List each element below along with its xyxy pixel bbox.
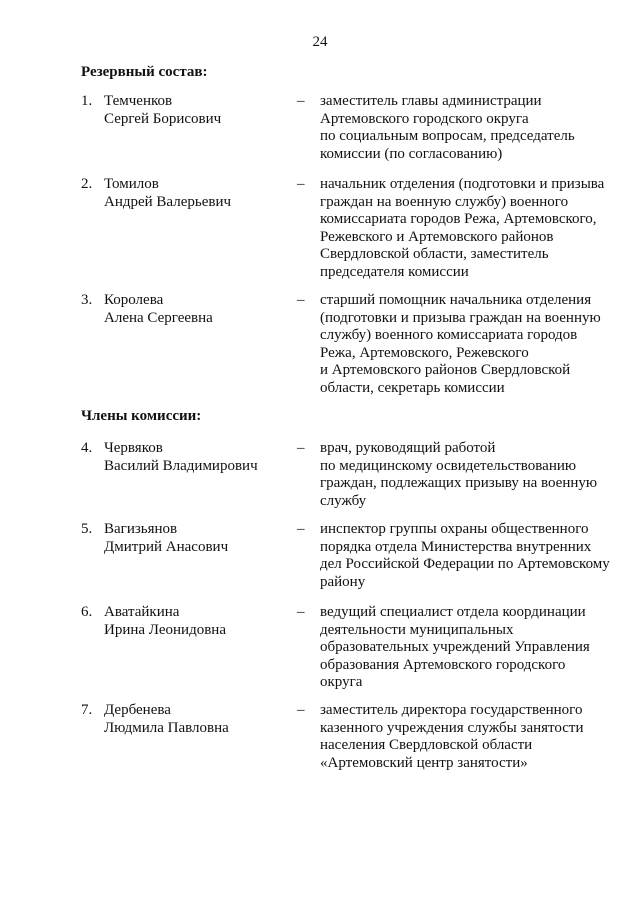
role-line: по медицинскому освидетельствованию bbox=[320, 457, 577, 474]
role-line: «Артемовский центр занятости» bbox=[320, 754, 528, 771]
role-line: граждан, подлежащих призыву на военную bbox=[320, 475, 598, 491]
entry-number: 5. bbox=[81, 521, 93, 537]
role-line: (подготовки и призыва граждан на военную bbox=[320, 309, 601, 326]
person-name bbox=[104, 176, 294, 211]
person-role bbox=[320, 176, 620, 281]
role-line: инспектор группы охраны общественного bbox=[320, 521, 589, 537]
person-name bbox=[104, 292, 294, 327]
dash-separator: – bbox=[297, 440, 305, 456]
role-line: Режа, Артемовского, Режевского bbox=[320, 344, 529, 361]
entry-number: 6. bbox=[81, 604, 93, 620]
person-role bbox=[320, 440, 620, 510]
person-surname: Королева bbox=[104, 292, 164, 308]
role-line: населения Свердловской области bbox=[320, 737, 533, 753]
person-surname: Дербенева bbox=[104, 702, 171, 718]
person-role bbox=[320, 702, 620, 772]
person-given-name: Ирина Леонидовна bbox=[104, 621, 226, 638]
role-line: округа bbox=[320, 674, 363, 690]
role-line: комиссии (по согласованию) bbox=[320, 145, 503, 162]
role-line: ведущий специалист отдела координации bbox=[320, 604, 586, 620]
role-line: и Артемовского районов Свердловской bbox=[320, 362, 571, 378]
person-surname: Вагизьянов bbox=[104, 521, 178, 537]
dash-separator: – bbox=[297, 702, 305, 718]
person-role bbox=[320, 93, 620, 163]
role-line: службу) военного комиссариата городов bbox=[320, 327, 578, 343]
person-role bbox=[320, 521, 620, 591]
role-line: заместитель директора государственного bbox=[320, 702, 583, 718]
entry-number: 4. bbox=[81, 440, 93, 456]
role-line: области, секретарь комиссии bbox=[320, 379, 505, 396]
role-line: образовательных учреждений Управления bbox=[320, 639, 590, 655]
person-name bbox=[104, 93, 294, 128]
person-given-name: Людмила Павловна bbox=[104, 719, 229, 736]
members-heading: Члены комиссии: bbox=[81, 408, 202, 424]
person-surname: Червяков bbox=[104, 440, 163, 456]
person-given-name: Дмитрий Анасович bbox=[104, 538, 229, 555]
person-name bbox=[104, 440, 294, 475]
entry-number: 1. bbox=[81, 93, 93, 109]
role-line: Артемовского городского округа bbox=[320, 110, 529, 127]
role-line: Свердловской области, заместитель bbox=[320, 246, 549, 262]
role-line: председателя комиссии bbox=[320, 263, 469, 280]
person-surname: Аватайкина bbox=[104, 604, 180, 620]
role-line: заместитель главы администрации bbox=[320, 93, 542, 109]
person-name bbox=[104, 702, 294, 737]
role-line: порядка отдела Министерства внутренних bbox=[320, 538, 592, 555]
person-given-name: Андрей Валерьевич bbox=[104, 193, 232, 210]
person-given-name: Василий Владимирович bbox=[104, 457, 258, 474]
person-surname: Томилов bbox=[104, 176, 159, 192]
role-line: комиссариата городов Режа, Артемовского, bbox=[320, 211, 597, 227]
role-line: образования Артемовского городского bbox=[320, 656, 566, 673]
dash-separator: – bbox=[297, 604, 305, 620]
role-line: старший помощник начальника отделения bbox=[320, 292, 592, 308]
dash-separator: – bbox=[297, 176, 305, 192]
person-name bbox=[104, 604, 294, 639]
dash-separator: – bbox=[297, 93, 305, 109]
entry-number: 7. bbox=[81, 702, 93, 718]
page-number: 24 bbox=[312, 34, 328, 50]
person-surname: Темченков bbox=[104, 93, 173, 109]
person-role bbox=[320, 604, 620, 692]
role-line: району bbox=[320, 573, 366, 590]
dash-separator: – bbox=[297, 292, 305, 308]
role-line: врач, руководящий работой bbox=[320, 440, 496, 456]
entry-number: 3. bbox=[81, 292, 93, 308]
role-line: службу bbox=[320, 492, 367, 509]
reserve-heading: Резервный состав: bbox=[81, 64, 208, 80]
dash-separator: – bbox=[297, 521, 305, 537]
role-line: казенного учреждения службы занятости bbox=[320, 719, 584, 736]
person-role bbox=[320, 292, 620, 397]
entry-number: 2. bbox=[81, 176, 93, 192]
role-line: начальник отделения (подготовки и призыва bbox=[320, 176, 605, 192]
role-line: деятельности муниципальных bbox=[320, 621, 514, 638]
role-line: дел Российской Федерации по Артемовскому bbox=[320, 556, 610, 572]
role-line: по социальным вопросам, председатель bbox=[320, 128, 575, 144]
person-given-name: Сергей Борисович bbox=[104, 110, 222, 127]
person-name bbox=[104, 521, 294, 556]
role-line: Режевского и Артемовского районов bbox=[320, 228, 554, 245]
role-line: граждан на военную службу) военного bbox=[320, 193, 569, 210]
person-given-name: Алена Сергеевна bbox=[104, 309, 213, 326]
